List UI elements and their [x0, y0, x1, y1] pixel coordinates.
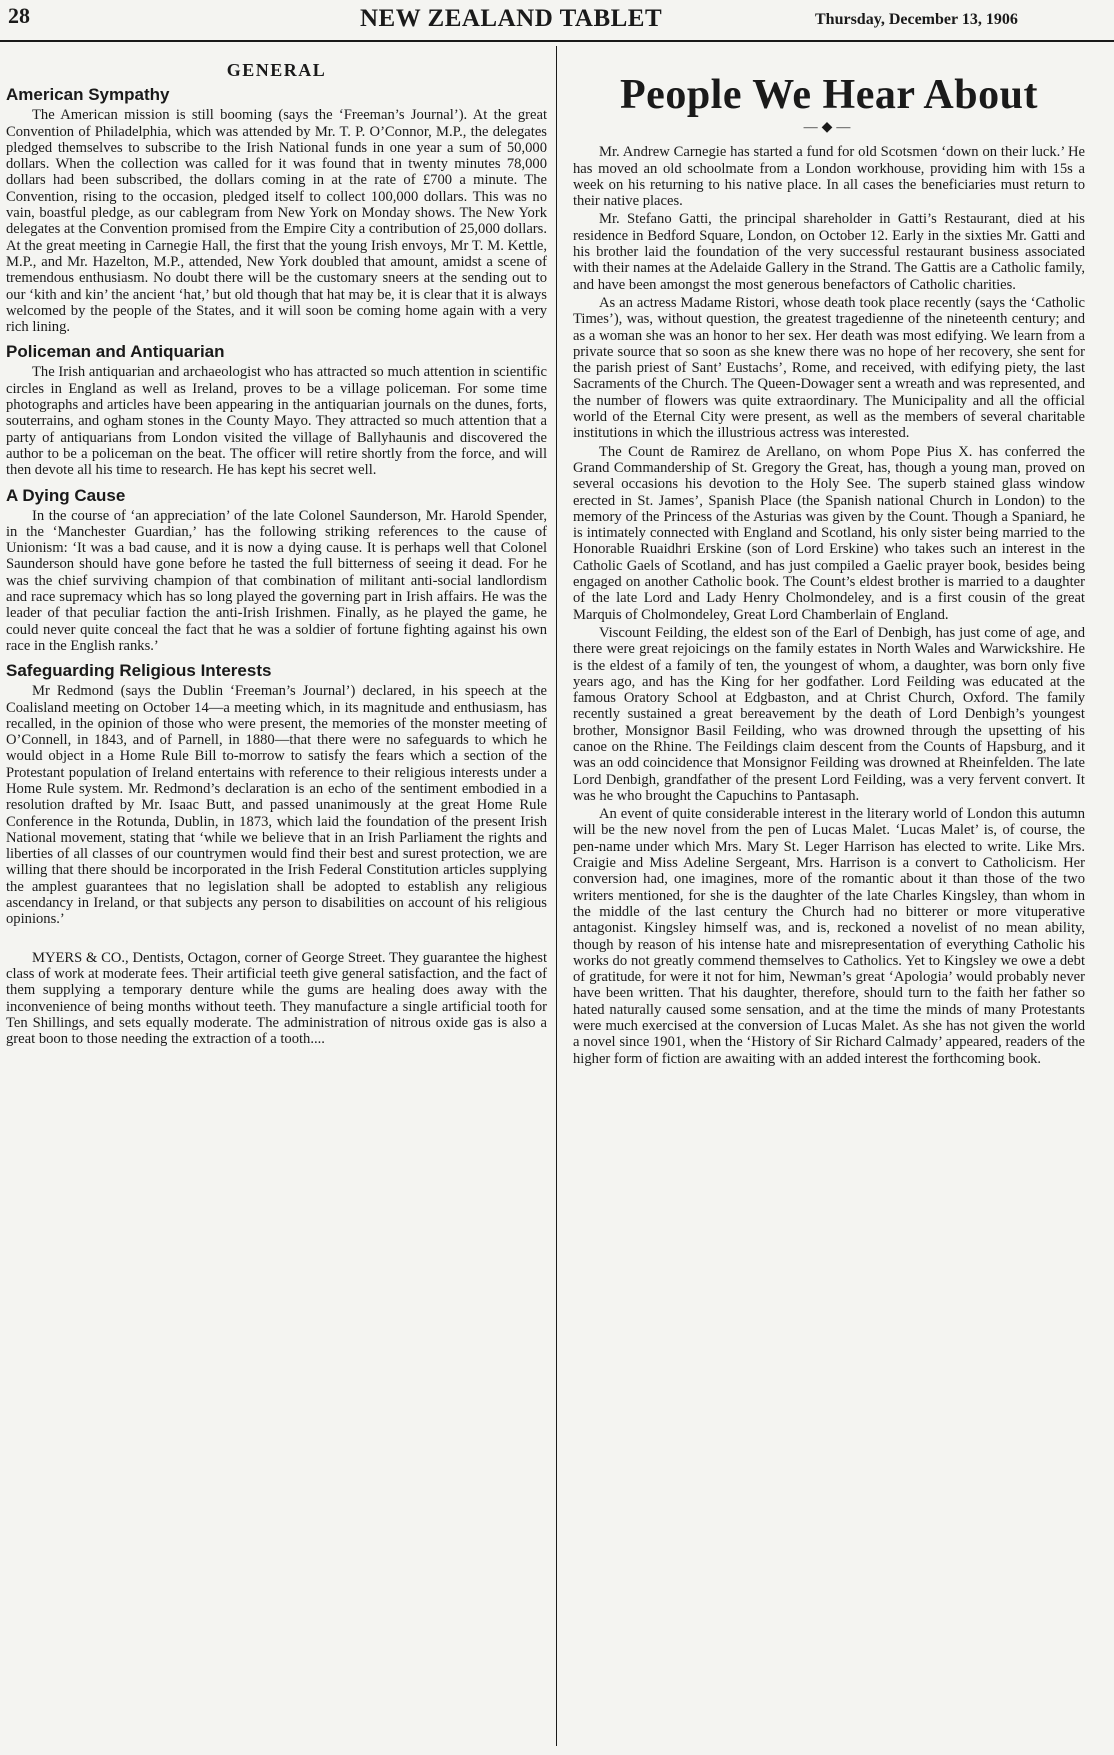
left-column — [6, 44, 547, 1754]
feature-paragraph: Viscount Feilding, the eldest son of the Earl of Denbigh, has just come of age, and there were great rejoicings on the family estates in North Wales and Warwickshire. He is the eldest of a family of ten, the youngest of whom, a daughter, was born only five years ago, and has the King for her godfather. Lord Feilding was educated at the famous Oratory School at Edgbaston, and at Christ Church, Oxford. The family recently sustained a great bereavement by the death of Lord Denbigh’s youngest brother, Monsignor Basil Feilding, who was drowned through the upsetting of his canoe on the Rhine. The Feildings claim descent from the Counts of Hapsburg, and it was an odd coincidence that Monsignor Feilding was drowned at Rheinfelden. The late Lord Denbigh, grandfather of the present Lord Feilding, was a very fervent convert. It was he who brought the Capuchins to Pantasaph. — [573, 624, 1085, 804]
title-ornament: —◆— — [803, 120, 855, 135]
article-body: In the course of ‘an appreciation’ of the late Colonel Saunderson, Mr. Harold Spender, in the ‘Manchester Guardian,’ has the following striking references to the cause of Unionism: ‘It was a bad cause, and it is now a dying cause. It is perhaps well that Colonel Saunderson should have gone before he tasted the full bitterness of seeing it dead. For he was the chief surviving champion of that combination of militant anti-social landlordism and race supremacy which has so long played the governing part in Irish affairs. He was the leader of that peculiar faction the anti-Irish Irishmen. Finally, as he played the game, he could never quite conceal the fact that he was a soldier of fortune fighting against his own race in the English ranks.’ — [6, 507, 547, 654]
article-heading: A Dying Cause — [6, 485, 126, 505]
article-heading: Safeguarding Religious Interests — [6, 661, 272, 681]
feature-paragraph: Mr. Andrew Carnegie has started a fund for old Scotsmen ‘down on their luck.’ He has moved an old schoolmate from a London workhouse, providing him with 15s a week on his returning to his native place. In all cases the beneficiaries must return to their native places. — [573, 144, 1085, 210]
article-heading: Policeman and Antiquarian — [6, 342, 225, 362]
dentist-advertisement: MYERS & CO., Dentists, Octagon, corner of George Street. They guarantee the highest class of work at moderate fees. Their artificial teeth give general satisfaction, and the fact of them supplying a temporary denture while the gums are healing does away with the inconvenience of being months without teeth. They manufacture a single artificial tooth for Ten Shillings, and sets equally moderate. The administration of nitrous oxide gas is also a great boon to those needing the extraction of a tooth.... — [6, 949, 547, 1048]
right-column — [573, 44, 1085, 1754]
feature-paragraph: As an actress Madame Ristori, whose death took place recently (says the ‘Catholic Times’), was, without question, the greatest tragedienne of the nineteenth century; and as a woman she was an honor to her sex. Her death was most edifying. We learn from a private source that so soon as she knew there was no hope of her recovery, she sent for the parish priest of Sant’ Eustachs’, Rome, and received, with edifying piety, the last Sacraments of the Church. The Queen-Dowager sent a wreath and was represented, and the number of flowers was quite extraordinary. The Municipality and all the official world of the Eternal City were present, as well as the members of several charitable institutions in which the illustrious actress was interested. — [573, 294, 1085, 442]
article-heading: American Sympathy — [6, 85, 170, 105]
feature-title: People We Hear About — [620, 72, 1038, 118]
article-body: Mr Redmond (says the Dublin ‘Freeman’s Journal’) declared, in his speech at the Coalisland meeting on October 14—a meeting which, in its magnitude and enthusiasm, has recalled, in the opinion of those who were present, the memories of the monster meeting of O’Connell, in 1843, and of Parnell, in 1880—that there were no safeguards to which he would object in a Home Rule Bill to-morrow to satisfy the fears which a section of the Protestant population of Ireland entertains with reference to their religious interests under a Home Rule system. Mr. Redmond’s declaration is an echo of the sentiment embodied in a resolution drafted by Mr. Isaac Butt, and passed unanimously at the great Home Rule Conference in the Rotunda, Dublin, in 1873, which laid the foundation of the present Irish National movement, stating that ‘while we believe that in an Irish Parliament the rights and liberties of all classes of our countrymen would find their best and surest protection, we are willing that there should be incorporated in the Irish Federal Constitution articles supplying the amplest guarantees that no legislation shall be adopted to establish any religious ascendancy in Ireland, or that subjects any person to disabilities on account of his religious opinions.’ — [6, 683, 547, 928]
masthead — [0, 0, 1114, 42]
feature-paragraph: Mr. Stefano Gatti, the principal shareholder in Gatti’s Restaurant, died at his residence in Bedford Square, London, on October 12. Early in the sixties Mr. Gatti and his brother laid the foundation of the very successful restaurant business associated with their names at the Adelaide Gallery in the Strand. The Gattis are a Catholic family, and have been amongst the most generous benefactors of Catholic charities. — [573, 211, 1085, 293]
section-title: GENERAL — [226, 60, 327, 80]
feature-paragraph: An event of quite considerable interest in the literary world of London this autumn will be the new novel from the pen of Lucas Malet. ‘Lucas Malet’ is, of course, the pen-name under which Mrs. Mary St. Leger Harrison has elected to write. Like Mrs. Craigie and Miss Adeline Sergeant, Mrs. Harrison is a convert to Catholicism. Her conversion had, one imagines, more of the romantic about it than those of the two writers mentioned, for she is the daughter of the late Charles Kingsley, than whom in the middle of the last century the Church had no bitterer or more vituperative antagonist. Kingsley himself was, and is, reckoned a novelist of no mean ability, though by reason of his intense hate and misrepresentation of everything Catholic his works do not greatly commend themselves to Catholics. Yet to Kingsley we owe a debt of gratitude, for were it not for him, Newman’s great ‘Apologia’ would probably never have been written. That his daughter, therefore, should turn to the faith her father so hated naturally caused some sensation, and at the time the minds of many Protestants were much exercised at the conversion of Lucas Malet. As she has not given the world a novel since 1901, when the ‘History of Sir Richard Calmady’ appeared, readers of the higher form of fiction are awaiting with an added interest the forthcoming book. — [573, 806, 1085, 1067]
page-number: 28 — [8, 3, 30, 28]
article-body: The American mission is still booming (says the ‘Freeman’s Journal’). At the great Convention of Philadelphia, which was attended by Mr. T. P. O’Connor, M.P., the delegates pledged themselves to subscribe to the Irish National funds in one year a sum of 50,000 dollars. When the collection was called for it was found that in twenty minutes 78,000 dollars had been subscribed, the dollars coming in at the rate of £700 a minute. The Convention, rising to the occasion, pledged itself to collect 100,000 dollars. This was no vain, boastful pledge, as our cablegram from New York on Monday shows. The New York delegates at the Convention promised from the Empire City a contribution of 25,000 dollars. At the great meeting in Carnegie Hall, the first that the young Irish envoys, Mr T. M. Kettle, M.P., and Mr. Hazelton, M.P., attended, New York doubled that amount, amidst a scene of tremendous enthusiasm. No doubt there will be the customary sneers at the sending out to our ‘kith and kin’ the ancient ‘hat,’ but old though that hat may be, it is clear that it is always welcomed by the people of the States, and it will soon be coming home again with a very rich lining. — [6, 107, 547, 336]
issue-date: Thursday, December 13, 1906 — [815, 11, 1018, 28]
feature-paragraph: The Count de Ramirez de Arellano, on whom Pope Pius X. has conferred the Grand Commandership of St. Gregory the Great, has, though a young man, proved on several occasions his devotion to the Holy See. The superb stained glass window erected in St. James’, Spanish Place (the Spanish national Church in London) to the memory of the Princess of the Asturias was given by the Count. Though a Spaniard, he is intimately connected with England and Scotland, his only sister being married to the Honorable Ruaidhri Erskine (son of Lord Erskine) who takes such an interest in the Catholic Gaels of Scotland, and has just compiled a Gaelic prayer book, besides being engaged on another Catholic book. The Count’s eldest brother is married to a daughter of the late Lord and Lady Henry Cholmondeley, and is a first cousin of the great Marquis of Cholmondeley, Great Lord Chamberlain of England. — [573, 443, 1085, 623]
article-body: The Irish antiquarian and archaeologist who has attracted so much attention in scientific circles in England as well as Ireland, proves to be a village policeman. For some time photographs and articles have been appearing in the antiquarian journals on the dunes, forts, souterrains, and ogham stones in the County Mayo. They attracted so much attention that a party of antiquarians from London visited the village of Ballyhaunis and discovered the author to be a policeman on the beat. The officer will retire shortly from the force, and will then devote all his time to research. He has kept his secret well. — [6, 364, 547, 479]
newspaper-title: NEW ZEALAND TABLET — [360, 5, 663, 32]
column-divider — [556, 46, 557, 1746]
